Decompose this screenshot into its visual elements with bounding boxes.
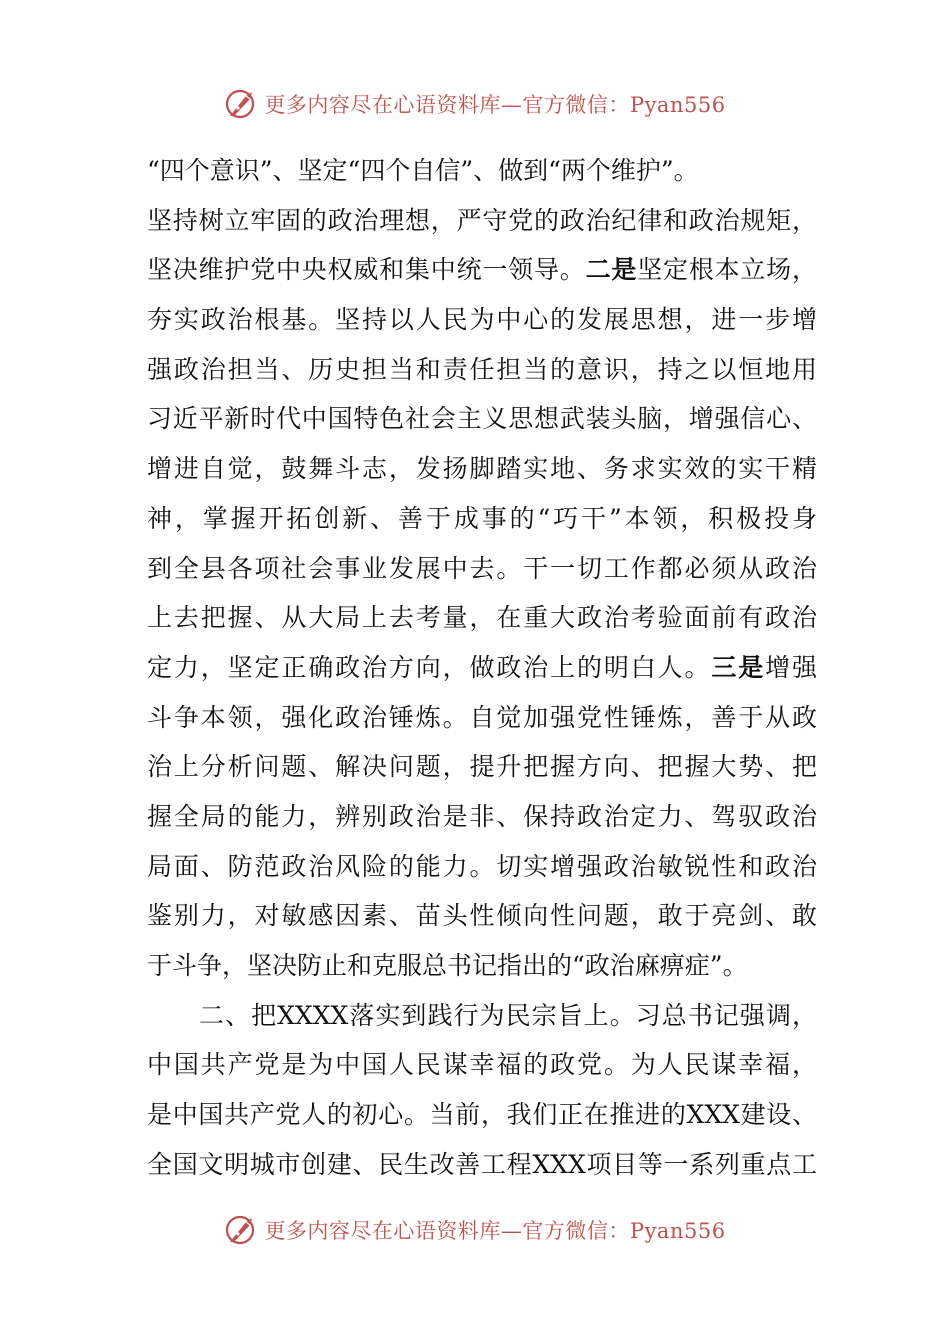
bold-keyword: 三是 — [711, 652, 766, 682]
text-line: “四个意识”、坚定“四个自信”、做到“两个维护”。 — [147, 156, 699, 185]
text-line — [147, 245, 817, 295]
text-line: 斗争本领，强化政治锤炼。自觉加强党性锤炼，善于从政 — [147, 702, 817, 732]
text-line: 习近平新时代中国特色社会主义思想武装头脑，增强信心、 — [147, 404, 817, 434]
text-line — [147, 643, 817, 693]
text-line: 强政治担当、历史担当和责任担当的意识，持之以恒地用 — [147, 354, 817, 384]
text-line: 到全县各项社会事业发展中去。干一切工作都必须从政治 — [147, 553, 817, 583]
pen-nib-logo-icon — [224, 86, 260, 122]
header-banner — [0, 84, 950, 124]
header-banner-text: 更多内容尽在心语资料库—官方微信：Pyan556 — [264, 93, 726, 117]
footer-banner-text: 更多内容尽在心语资料库—官方微信：Pyan556 — [264, 1219, 726, 1243]
text-line: 二、把XXXX落实到践行为民宗旨上。习总书记强调， — [199, 1000, 817, 1030]
document-body — [147, 146, 817, 1189]
text-line: 夯实政治根基。坚持以人民为中心的发展思想，进一步增 — [147, 305, 817, 335]
text-run: 坚定根本立场， — [637, 255, 817, 285]
text-line: 治上分析问题、解决问题，提升把握方向、把握大势、把 — [147, 752, 817, 782]
text-line: 增进自觉，鼓舞斗志，发扬脚踏实地、务求实效的实干精 — [147, 454, 817, 484]
text-line: 鉴别力，对敏感因素、苗头性倾向性问题，敢于亮剑、敢 — [147, 901, 817, 931]
text-line: 局面、防范政治风险的能力。切实增强政治敏锐性和政治 — [147, 851, 817, 881]
text-line: 是中国共产党人的初心。当前，我们正在推进的XXX建设、 — [147, 1100, 817, 1130]
text-line: 中国共产党是为中国人民谋幸福的政党。为人民谋幸福， — [147, 1050, 817, 1080]
footer-banner — [0, 1210, 950, 1250]
text-line: 上去把握、从大局上去考量，在重大政治考验面前有政治 — [147, 603, 817, 633]
text-line: 握全局的能力，辨别政治是非、保持政治定力、驾驭政治 — [147, 801, 817, 831]
text-run: 坚决维护党中央权威和集中统一领导。 — [147, 255, 586, 285]
text-line: 神，掌握开拓创新、善于成事的“巧干”本领，积极投身 — [147, 503, 817, 533]
footer-wechat-id: Pyan556 — [629, 1219, 726, 1243]
text-run: 增强 — [765, 652, 817, 682]
header-wechat-id: Pyan556 — [629, 93, 726, 117]
text-line: 于斗争，坚决防止和克服总书记指出的“政治麻痹症”。 — [147, 951, 748, 980]
text-line: 坚持树立牢固的政治理想，严守党的政治纪律和政治规矩， — [147, 205, 817, 235]
text-run: 定力，坚定正确政治方向，做政治上的明白人。 — [147, 652, 712, 682]
text-line: 全国文明城市创建、民生改善工程XXX项目等一系列重点工 — [147, 1149, 817, 1179]
pen-nib-logo-icon — [224, 1212, 260, 1248]
bold-keyword: 二是 — [585, 255, 638, 285]
